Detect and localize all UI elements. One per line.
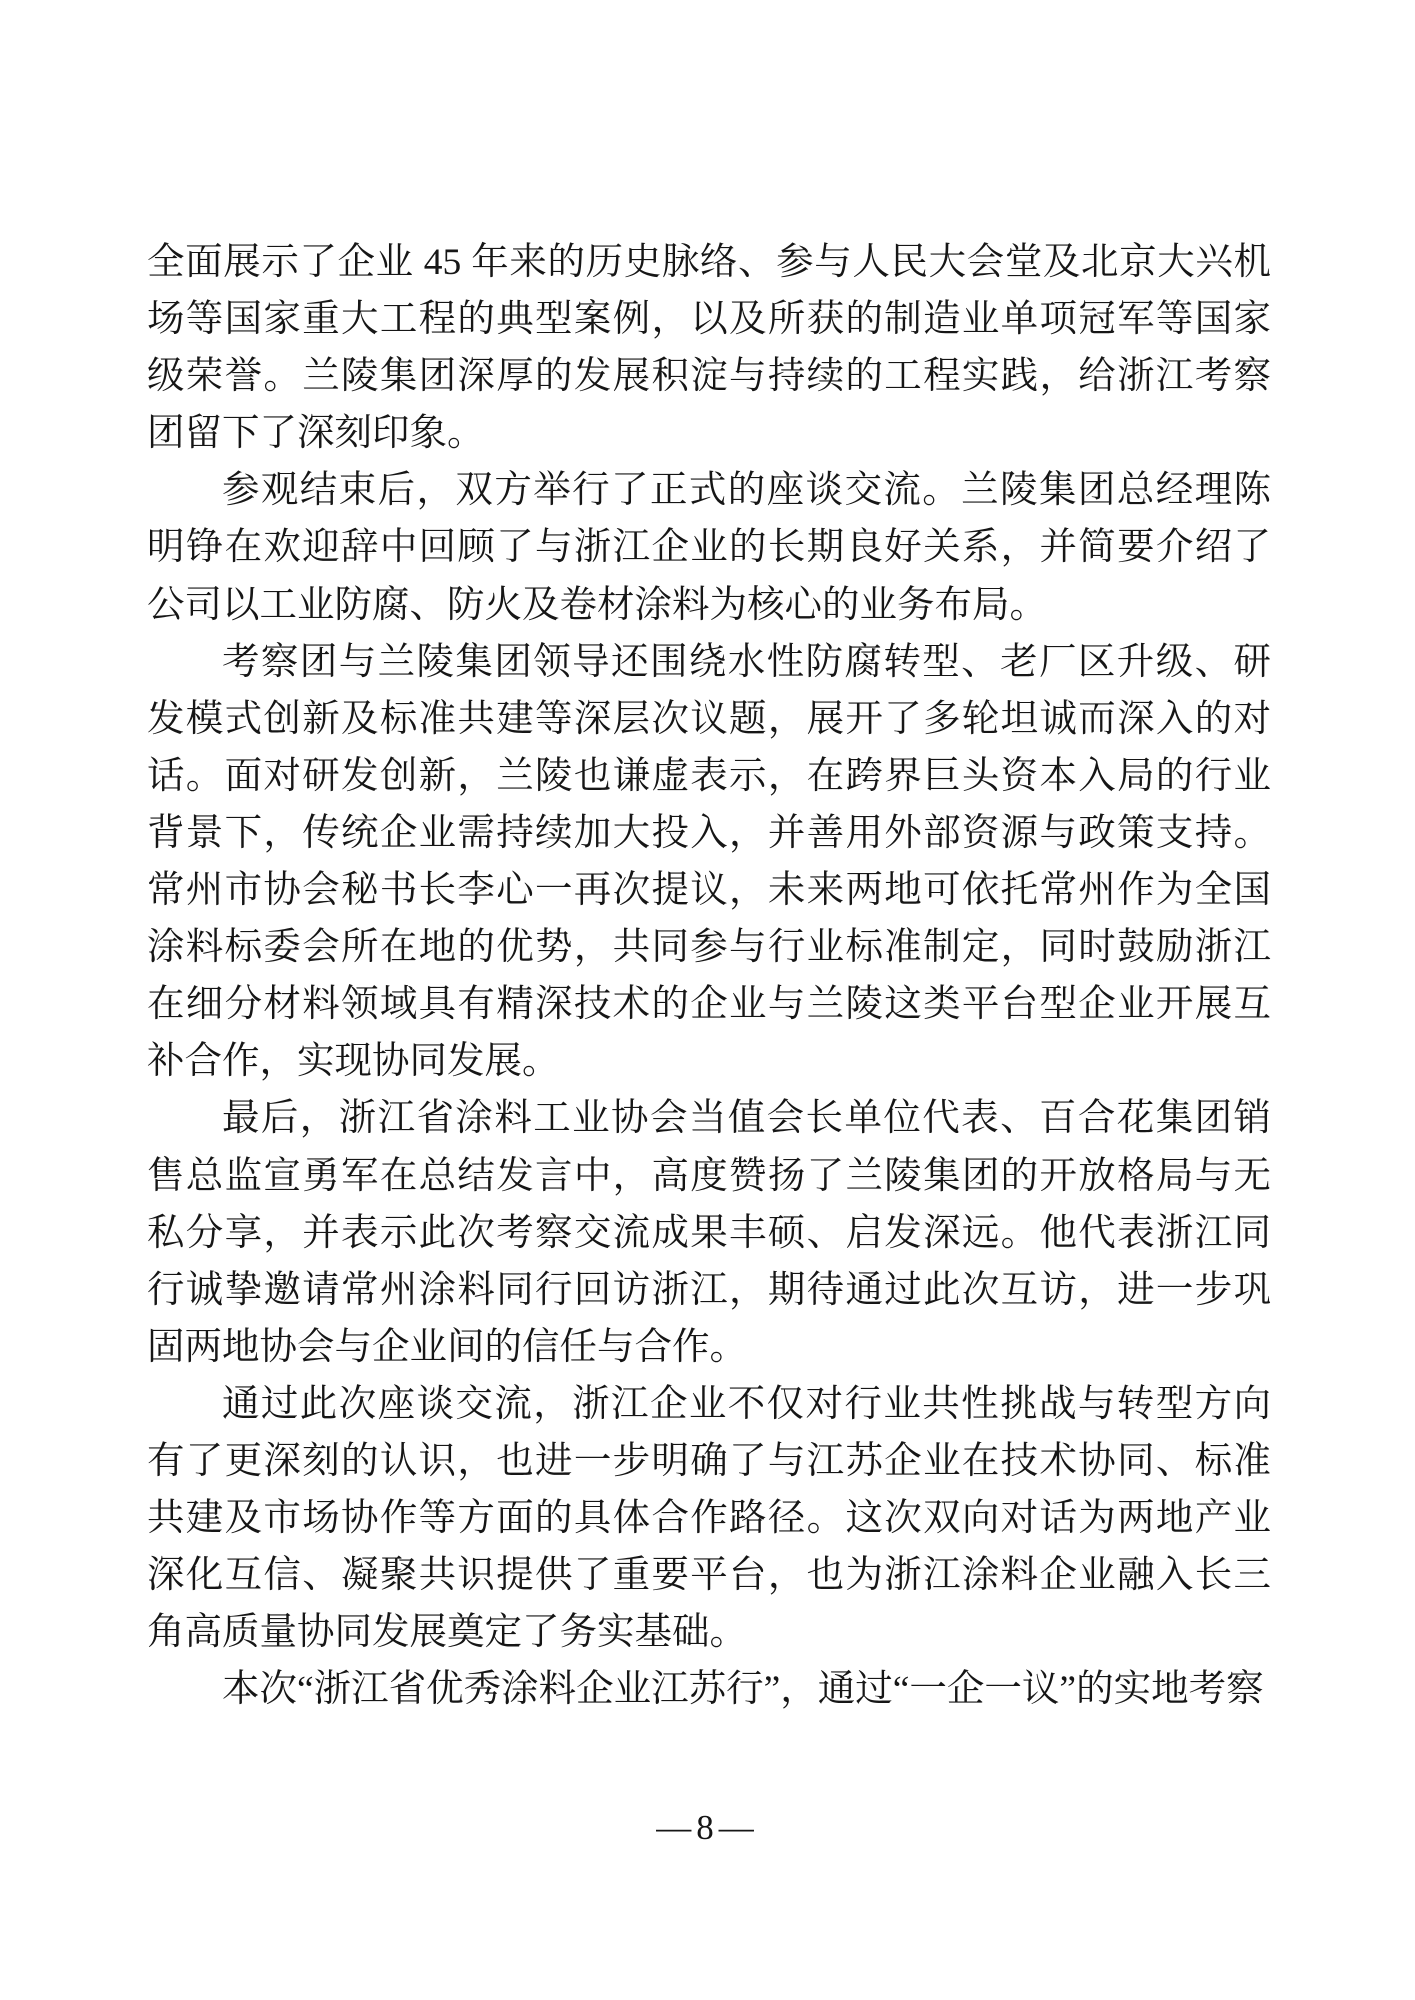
page-footer — [0, 1806, 1415, 1850]
paragraph-6: 本次“浙江省优秀涂料企业江苏行”，通过“一企一议”的实地考察 — [222, 1669, 1264, 1711]
paragraph-5: 通过此次座谈交流，浙江企业不仅对行业共性挑战与转型方向有了更深刻的认识，也进一步明确了与江苏企业在技术协同、标准共建及市场协作等方面的具体合作路径。这次双向对话为两地产业深化互信、凝聚共识提供了重要平台，也为浙江涂料企业融入长三角高质量协同发展奠定了务实基础。 — [147, 1383, 1271, 1654]
paragraph-2: 参观结束后，双方举行了正式的座谈交流。兰陵集团总经理陈明铮在欢迎辞中回顾了与浙江企业的长期良好关系，并简要介绍了公司以工业防腐、防火及卷材涂料为核心的业务布局。 — [147, 470, 1271, 626]
paragraph-1: 全面展示了企业 45 年来的历史脉络、参与人民大会堂及北京大兴机场等国家重大工程的典型案例，以及所获的制造业单项冠军等国家级荣誉。兰陵集团深厚的发展积淀与持续的工程实践，给浙江考察团留下了深刻印象。 — [147, 242, 1271, 455]
document-body — [147, 234, 1271, 1718]
paragraph-3: 考察团与兰陵集团领导还围绕水性防腐转型、老厂区升级、研发模式创新及标准共建等深层次议题，展开了多轮坦诚而深入的对话。面对研发创新，兰陵也谦虚表示，在跨界巨头资本入局的行业背景下，传统企业需持续加大投入，并善用外部资源与政策支持。常州市协会秘书长李心一再次提议，未来两地可依托常州作为全国涂料标委会所在地的优势，共同参与行业标准制定，同时鼓励浙江在细分材料领域具有精深技术的企业与兰陵这类平台型企业开展互补合作，实现协同发展。 — [147, 641, 1271, 1083]
paragraph-4: 最后，浙江省涂料工业协会当值会长单位代表、百合花集团销售总监宣勇军在总结发言中，高度赞扬了兰陵集团的开放格局与无私分享，并表示此次考察交流成果丰硕、启发深远。他代表浙江同行诚挚邀请常州涂料同行回访浙江，期待通过此次互访，进一步巩固两地协会与企业间的信任与合作。 — [147, 1098, 1271, 1368]
page-number: —8— — [656, 1808, 759, 1847]
